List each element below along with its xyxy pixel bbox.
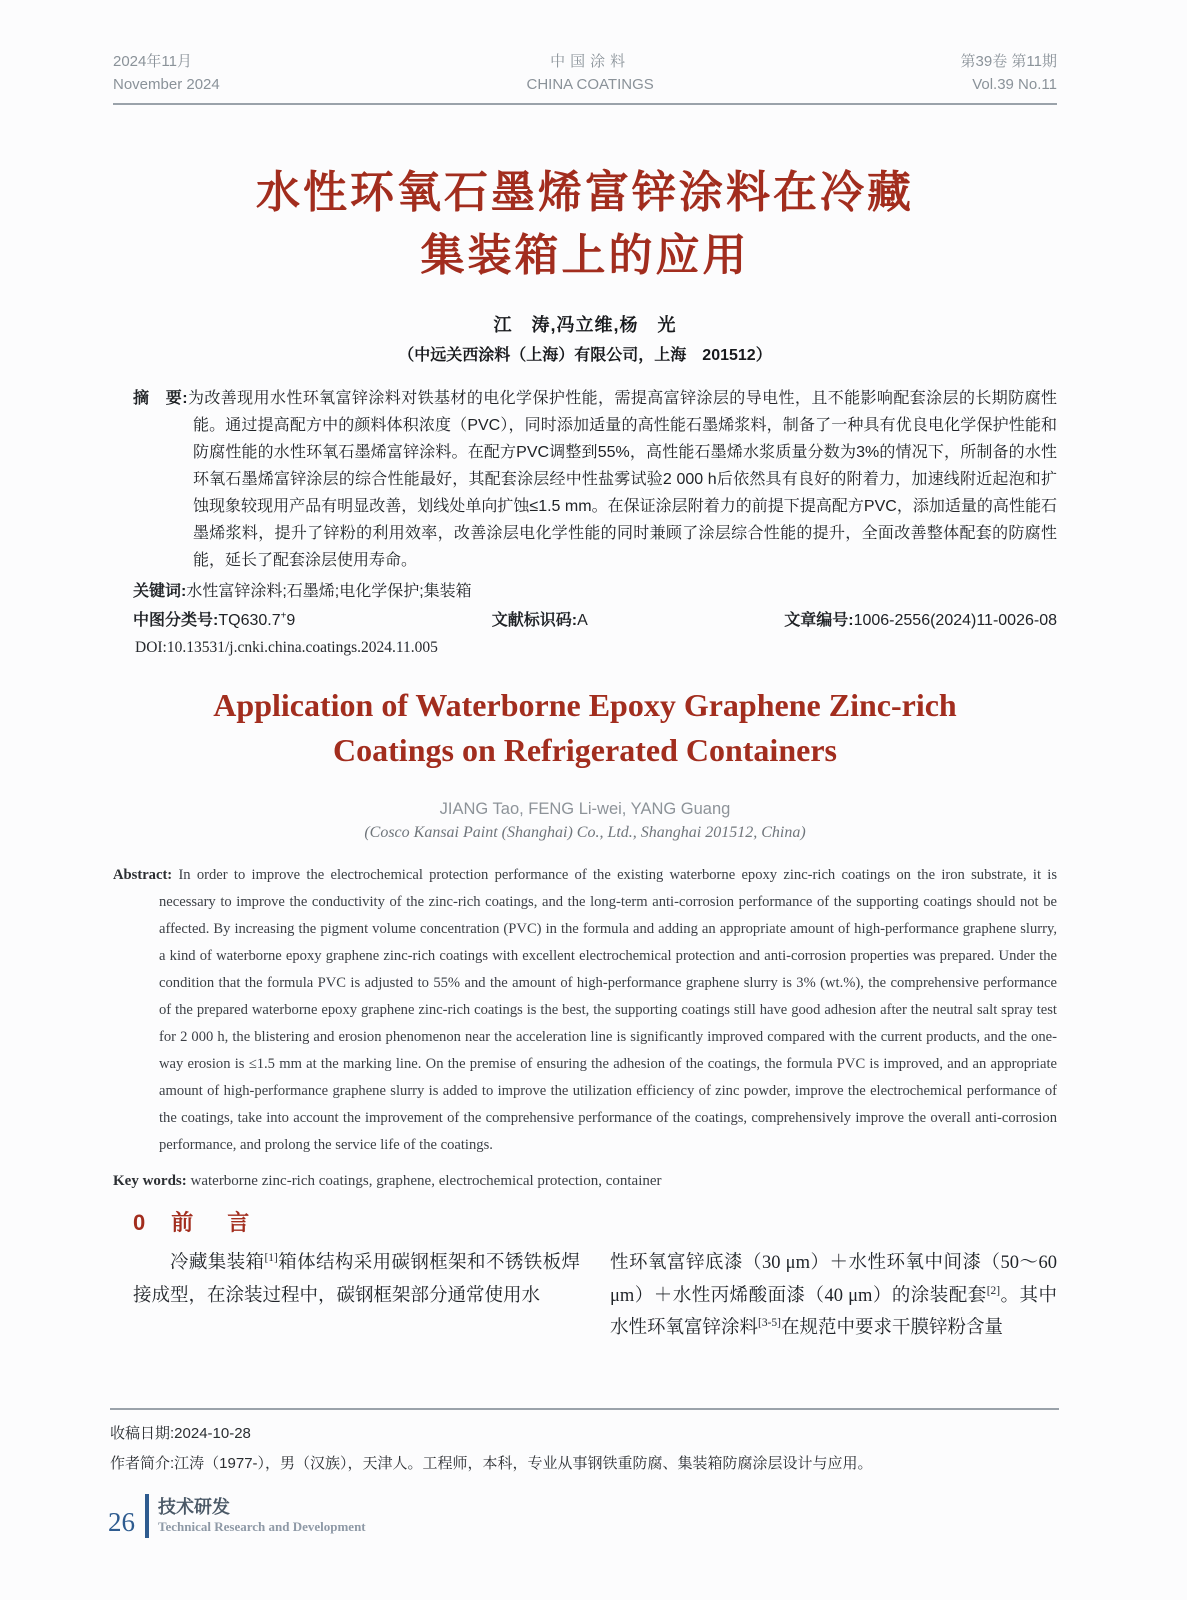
citation-3-5: [3-5] xyxy=(758,1316,781,1329)
header-issue-cn: 第39卷 第11期 xyxy=(960,53,1057,70)
abstract-en xyxy=(113,862,1057,1159)
article-title-cn xyxy=(113,161,1057,287)
author-bio-label: 作者简介: xyxy=(110,1455,175,1472)
page-footer xyxy=(108,1494,366,1538)
keywords-en-text: waterborne zinc-rich coatings, graphene, electrochemical protection, container xyxy=(190,1173,662,1190)
header-issue-en: Vol.39 No.11 xyxy=(972,76,1057,93)
clc-superscript: + xyxy=(280,610,287,622)
header-journal-name xyxy=(527,50,654,96)
intro-right-text-2: 。其中水性环氧富锌涂料 xyxy=(610,1285,1057,1339)
section-0-heading xyxy=(133,1206,1057,1237)
abstract-cn xyxy=(133,385,1057,574)
authors-en: JIANG Tao, FENG Li-wei, YANG Guang xyxy=(439,799,731,818)
received-date-line xyxy=(110,1419,1059,1449)
intro-column-left xyxy=(133,1247,580,1345)
footer-column-cn: 技术研发 xyxy=(158,1497,230,1517)
document-code-value: A xyxy=(577,612,588,629)
doi: DOI:10.13531/j.cnki.china.coatings.2024.11.005 xyxy=(135,639,438,656)
author-bio-value: 江涛（1977-），男（汉族），天津人。工程师，本科，专业从事钢铁重防腐、集装箱防腐涂层设计与应用。 xyxy=(174,1455,873,1472)
intro-paragraph-left xyxy=(133,1247,580,1312)
page-number: 26 xyxy=(108,1507,135,1537)
affiliation-en: (Cosco Kansai Paint (Shanghai) Co., Ltd., Shanghai 201512, China) xyxy=(364,823,806,841)
authors-cn: 江 涛,冯立维,杨 光 xyxy=(493,315,677,335)
article-title-cn-line1: 水性环氧石墨烯富锌涂料在冷藏 xyxy=(256,168,914,217)
header-date-cn: 2024年11月 xyxy=(113,53,192,70)
keywords-en xyxy=(113,1173,1057,1190)
abstract-en-text: In order to improve the electrochemical protection performance of the existing waterborne epoxy zinc-rich coatings on the iron substrate, it is necessary to improve the conductivity of the zinc-rich coatings, and the long-term anti-corrosion performance of the supporting coatings should not be affected. By increasing the pigment volume concentration (PVC) in the formula and adding an appropriate amount of high-performance graphene slurry, a kind of waterborne epoxy graphene zinc-rich coatings with excellent electrochemical protection and anti-corrosion properties was prepared. Under the condition that the formula PVC is adjusted to 55% and the amount of high-performance graphene slurry is 3% (wt.%), the comprehensive performance of the prepared waterborne epoxy graphene zinc-rich coatings is the best, the supporting coatings still have good adhesion after the neutral salt spray test for 2 000 h, the blistering and erosion phenomenon near the acceleration line is significantly improved compared with the current products, and the one-way erosion is ≤1.5 mm at the marking line. On the premise of ensuring the adhesion of the coatings, the formula PVC is improved, and an appropriate amount of high-performance graphene slurry is added to improve the utilization efficiency of zinc powder, improve the electrochemical performance of the coatings, take into account the improvement of the comprehensive performance of the coatings, comprehensively improve the overall anti-corrosion performance, and prolong the service life of the coatings. xyxy=(159,866,1057,1153)
keywords-cn xyxy=(133,578,1057,601)
keywords-cn-label: 关键词: xyxy=(133,583,187,600)
abstract-cn-label: 摘 要: xyxy=(133,390,188,407)
article-id-label: 文章编号: xyxy=(784,612,854,629)
article-title-en xyxy=(113,683,1057,773)
article-id xyxy=(784,607,1057,630)
article-title-en-line2: Coatings on Refrigerated Containers xyxy=(333,732,837,768)
article-title-cn-line2: 集装箱上的应用 xyxy=(420,231,750,280)
clc-tail: 9 xyxy=(286,612,296,629)
intro-column-right xyxy=(610,1247,1057,1345)
intro-paragraph-right xyxy=(610,1247,1057,1345)
intro-right-text-3: 在规范中要求干膜锌粉含量 xyxy=(780,1318,1003,1339)
footer-column-name xyxy=(158,1496,366,1536)
intro-left-text-2: 箱体结构采用碳钢框架和不锈铁板焊接成型，在涂装过程中，碳钢框架部分通常使用水 xyxy=(133,1253,580,1306)
received-date-label: 收稿日期: xyxy=(110,1425,175,1442)
header-date xyxy=(113,50,220,96)
keywords-en-label: Key words: xyxy=(113,1173,187,1190)
header-date-en: November 2024 xyxy=(113,76,220,93)
section-0-title: 前 言 xyxy=(171,1210,256,1236)
article-id-value: 1006-2556(2024)11-0026-08 xyxy=(853,612,1057,629)
first-page-footnote xyxy=(110,1408,1059,1479)
classification-row xyxy=(133,607,1057,630)
received-date-value: 2024-10-28 xyxy=(174,1425,251,1442)
abstract-cn-text: 为改善现用水性环氧富锌涂料对铁基材的电化学保护性能，需提高富锌涂层的导电性，且不能影响配套涂层的长期防腐性能。通过提高配方中的颜料体积浓度（PVC），同时添加适量的高性能石墨烯浆料，制备了一种具有优良电化学保护性能和防腐性能的水性环氧石墨烯富锌涂料。在配方PVC调整到55%，高性能石墨烯水浆质量分数为3%的情况下，所制备的水性环氧石墨烯富锌涂层的综合性能最好，其配套涂层经中性盐雾试验2 000 h后依然具有良好的附着力，加速线附近起泡和扩蚀现象较现用产品有明显改善，划线处单向扩蚀≤1.5 mm。在保证涂层附着力的前提下提高配方PVC，添加适量的高性能石墨烯浆料，提升了锌粉的利用效率，改善涂层电化学性能的同时兼顾了涂层综合性能的提升，全面改善整体配套的防腐性能，延长了配套涂层使用寿命。 xyxy=(187,390,1057,569)
citation-1: [1] xyxy=(264,1251,278,1264)
footer-divider-bar xyxy=(145,1494,149,1538)
clc-label: 中图分类号: xyxy=(133,612,219,629)
footer-column-en: Technical Research and Development xyxy=(158,1519,366,1534)
header-journal-cn: 中国涂料 xyxy=(550,53,631,70)
journal-header xyxy=(113,50,1057,105)
header-issue xyxy=(961,50,1057,96)
document-code-label: 文献标识码: xyxy=(491,612,578,629)
intro-columns xyxy=(133,1247,1057,1345)
abstract-en-label: Abstract: xyxy=(113,866,173,883)
affiliation-cn: （中远关西涂料（上海）有限公司，上海 201512） xyxy=(398,347,772,364)
clc-number xyxy=(133,607,295,630)
intro-right-text-1: 性环氧富锌底漆（30 μm）＋水性环氧中间漆（50～60 μm）＋水性丙烯酸面漆（40 μm）的涂装配套 xyxy=(610,1253,1057,1306)
keywords-cn-text: 水性富锌涂料;石墨烯;电化学保护;集装箱 xyxy=(186,583,472,600)
intro-left-text-1: 冷藏集装箱 xyxy=(170,1253,265,1274)
section-0-number: 0 xyxy=(133,1210,146,1236)
citation-2: [2] xyxy=(986,1284,1001,1297)
document-code xyxy=(492,607,588,630)
clc-value: TQ630.7 xyxy=(218,612,281,629)
header-journal-en: CHINA COATINGS xyxy=(526,76,654,93)
author-bio-line xyxy=(110,1449,1059,1479)
article-title-en-line1: Application of Waterborne Epoxy Graphene Zinc-rich xyxy=(213,687,957,723)
